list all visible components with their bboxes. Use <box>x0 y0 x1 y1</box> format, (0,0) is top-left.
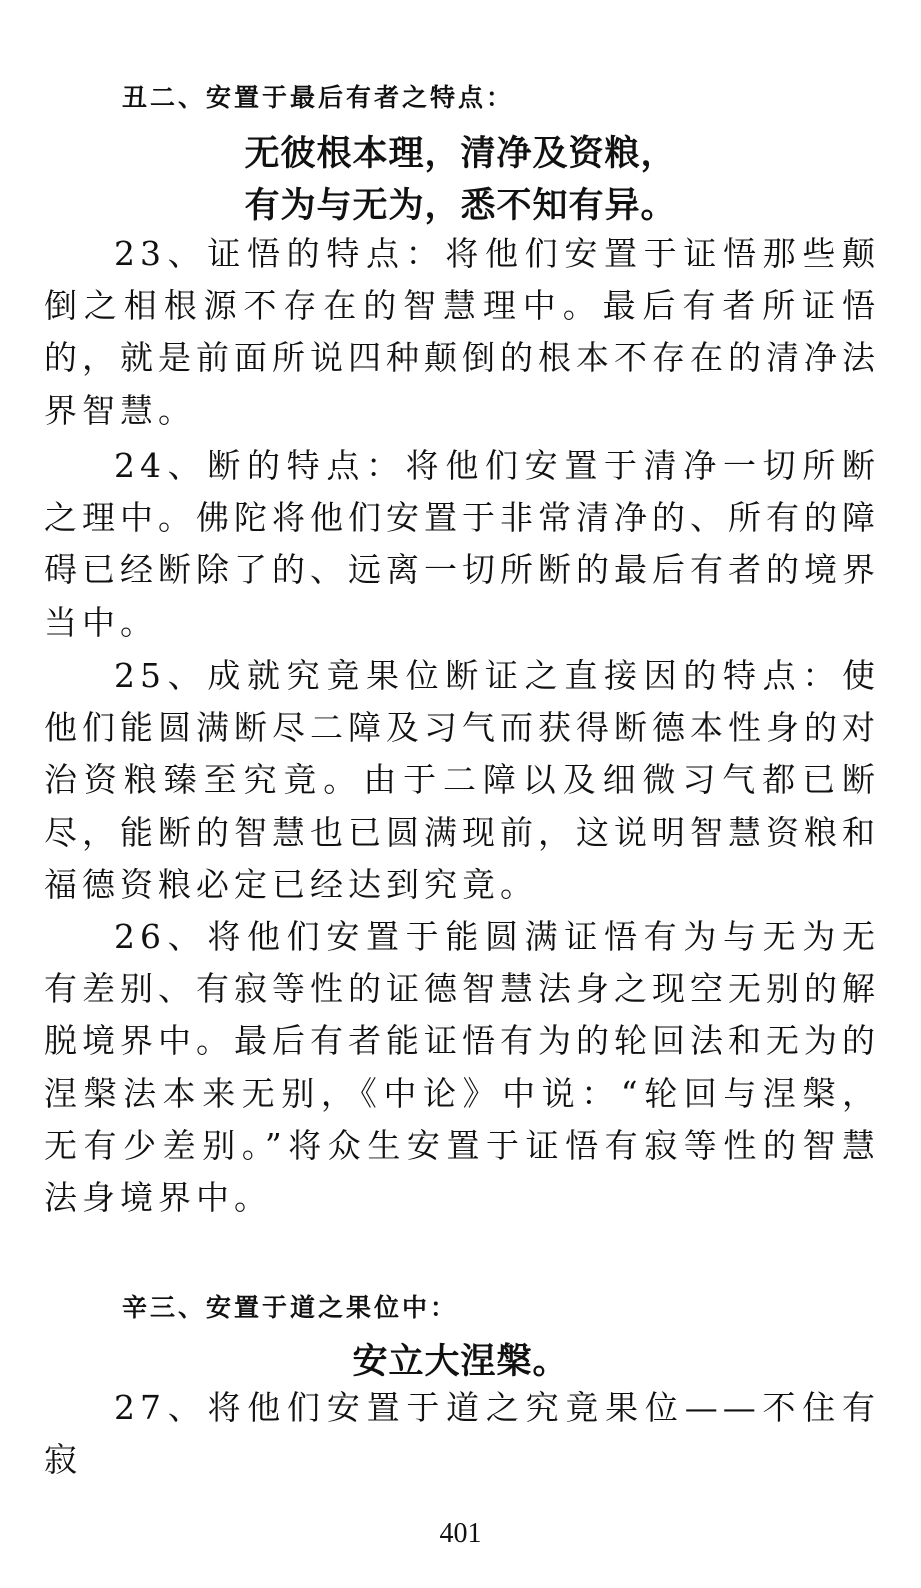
commentary-paragraph: 26、将他们安置于能圆满证悟有为与无为无有差别、有寂等性的证德智慧法身之现空无别的解脱境界中。最后有者能证悟有为的轮回法和无为的涅槃法本来无别，《中论》中说：“轮回与涅槃，无有少差别。”将众生安置于证悟有寂等性的智慧法身境界中。 <box>44 917 880 1218</box>
verse-line: 无彼根本理，清净及资粮， <box>244 134 677 174</box>
verse-line: 有为与无为，悉不知有异。 <box>244 186 677 226</box>
page-number: 401 <box>439 1518 482 1549</box>
verse-line: 安立大涅槃。 <box>352 1342 569 1382</box>
section-heading: 辛三、安置于道之果位中： <box>122 1293 459 1322</box>
section-heading: 丑二、安置于最后有者之特点： <box>122 83 515 112</box>
commentary-paragraph: 23、证悟的特点：将他们安置于证悟那些颠倒之相根源不存在的智慧理中。最后有者所证悟的，就是前面所说四种颠倒的根本不存在的清净法界智慧。 <box>44 234 880 430</box>
commentary-paragraph: 24、断的特点：将他们安置于清净一切所断之理中。佛陀将他们安置于非常清净的、所有的障碍已经断除了的、远离一切所断的最后有者的境界当中。 <box>44 446 880 642</box>
commentary-paragraph: 25、成就究竟果位断证之直接因的特点：使他们能圆满断尽二障及习气而获得断德本性身的对治资粮臻至究竟。由于二障以及细微习气都已断尽，能断的智慧也已圆满现前，这说明智慧资粮和福德资粮必定已经达到究竟。 <box>44 656 880 904</box>
commentary-paragraph: 27、将他们安置于道之究竟果位——不住有寂 <box>44 1388 880 1480</box>
